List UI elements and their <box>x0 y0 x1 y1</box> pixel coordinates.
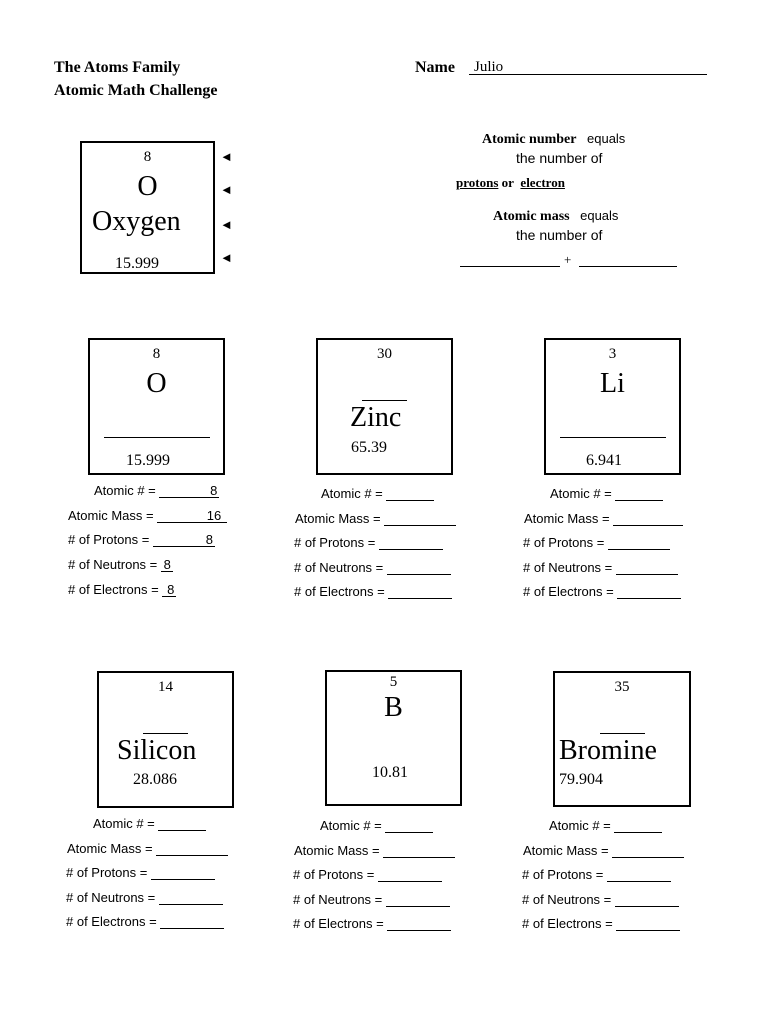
question-protons: # of Protons = 8 <box>68 532 213 547</box>
element-name: Zinc <box>350 402 402 433</box>
or-text: or <box>501 175 514 190</box>
atomic-mass-label: Atomic mass <box>493 209 570 224</box>
element-name: Bromine <box>559 735 657 766</box>
answer-field[interactable]: 16 <box>157 510 227 523</box>
answer-field[interactable] <box>160 916 224 929</box>
plus-sign: + <box>564 252 572 267</box>
atomic-mass: 79.904 <box>559 771 603 788</box>
element-name: Silicon <box>117 735 197 766</box>
atomic-number: 30 <box>377 346 392 362</box>
mass-blank-1[interactable] <box>460 266 560 267</box>
question-electrons: # of Electrons = <box>66 914 224 929</box>
answer-field[interactable] <box>612 845 684 858</box>
atomic-mass: 10.81 <box>372 764 408 781</box>
answer-field[interactable] <box>615 894 679 907</box>
question-protons: # of Protons = <box>523 535 670 550</box>
question-neutrons: # of Neutrons = <box>522 892 679 907</box>
answer-field[interactable] <box>379 537 443 550</box>
answer-field[interactable] <box>615 488 663 501</box>
name-field-line[interactable] <box>469 73 707 75</box>
question-atomic-number: Atomic # = <box>550 486 663 501</box>
answer-field[interactable] <box>607 869 671 882</box>
element-tile-zinc <box>316 338 453 475</box>
protons-answer: protons <box>456 175 499 190</box>
name-label: Name <box>415 59 455 76</box>
question-atomic-number: Atomic # = <box>549 818 662 833</box>
answer-field[interactable] <box>383 845 455 858</box>
answer-field[interactable] <box>151 867 215 880</box>
arrow-icon: ◄ <box>220 250 233 265</box>
arrow-icon: ◄ <box>220 149 233 164</box>
question-electrons: # of Electrons = <box>522 916 680 931</box>
atomic-number: 5 <box>389 674 398 690</box>
question-neutrons: # of Neutrons = <box>294 560 451 575</box>
protons-or-electron <box>456 175 565 191</box>
question-neutrons: # of Neutrons = <box>523 560 678 575</box>
answer-field[interactable]: 8 <box>162 584 176 597</box>
name-value[interactable]: Julio <box>474 59 504 75</box>
atomic-number: 14 <box>158 679 173 695</box>
question-electrons: # of Electrons = 8 <box>68 582 175 597</box>
answer-field[interactable] <box>387 918 451 931</box>
question-protons: # of Protons = <box>522 867 671 882</box>
question-neutrons: # of Neutrons = <box>66 890 223 905</box>
equals-text: equals <box>580 208 619 223</box>
example-atomic-number: 8 <box>143 149 152 165</box>
mass-blank-2[interactable] <box>579 266 677 267</box>
answer-field[interactable] <box>608 537 670 550</box>
question-atomic-number: Atomic # = <box>321 486 434 501</box>
name-blank[interactable] <box>104 436 210 438</box>
answer-field[interactable] <box>378 869 442 882</box>
question-electrons: # of Electrons = <box>294 584 452 599</box>
element-tile-bromine <box>553 671 691 807</box>
atomic-number: 8 <box>152 346 161 362</box>
answer-field[interactable] <box>384 513 456 526</box>
element-tile-lithium <box>544 338 681 475</box>
answer-field[interactable] <box>613 513 683 526</box>
element-tile-boron <box>325 670 462 806</box>
answer-field[interactable] <box>616 562 678 575</box>
example-element-tile <box>80 141 215 274</box>
atomic-number-label: Atomic number <box>482 132 577 147</box>
worksheet-title: The Atoms Family <box>54 59 181 76</box>
question-atomic-number: Atomic # = 8 <box>94 483 218 498</box>
atomic-number: 35 <box>614 679 630 695</box>
the-number-of-text: the number of <box>516 150 603 166</box>
atomic-mass: 65.39 <box>351 439 387 456</box>
atomic-mass-definition <box>493 208 618 225</box>
answer-field[interactable]: 8 <box>161 559 173 572</box>
element-symbol: B <box>384 692 403 723</box>
arrow-icon: ◄ <box>220 217 233 232</box>
worksheet-subtitle: Atomic Math Challenge <box>54 82 218 99</box>
answer-field[interactable] <box>614 820 662 833</box>
answer-field[interactable] <box>159 892 223 905</box>
arrow-icon: ◄ <box>220 182 233 197</box>
answer-field[interactable] <box>386 894 450 907</box>
the-number-of-text: the number of <box>516 227 603 243</box>
answer-field[interactable] <box>617 586 681 599</box>
answer-field[interactable] <box>616 918 680 931</box>
symbol-blank[interactable] <box>362 399 407 401</box>
example-atomic-mass: 15.999 <box>115 255 159 272</box>
element-symbol: Li <box>600 368 625 399</box>
question-atomic-number: Atomic # = <box>93 816 206 831</box>
question-atomic-mass: Atomic Mass = <box>67 841 228 856</box>
answer-field[interactable]: 8 <box>153 534 215 547</box>
answer-field[interactable] <box>385 820 433 833</box>
example-element-name: Oxygen <box>92 206 181 237</box>
element-tile-oxygen <box>88 338 225 475</box>
answer-field[interactable]: 8 <box>159 485 219 498</box>
question-protons: # of Protons = <box>66 865 215 880</box>
question-atomic-number: Atomic # = <box>320 818 433 833</box>
element-symbol: O <box>146 368 167 399</box>
atomic-number: 3 <box>608 346 617 362</box>
answer-field[interactable] <box>388 586 452 599</box>
question-neutrons: # of Neutrons = <box>293 892 450 907</box>
answer-field[interactable] <box>387 562 451 575</box>
question-electrons: # of Electrons = <box>293 916 451 931</box>
question-electrons: # of Electrons = <box>523 584 681 599</box>
atomic-mass: 15.999 <box>126 452 170 469</box>
question-atomic-mass: Atomic Mass = <box>523 843 684 858</box>
symbol-blank[interactable] <box>143 732 188 734</box>
electron-answer: electron <box>520 175 565 190</box>
question-protons: # of Protons = <box>294 535 443 550</box>
atomic-mass: 6.941 <box>586 452 622 469</box>
question-atomic-mass: Atomic Mass = <box>294 843 455 858</box>
question-atomic-mass: Atomic Mass = 16 <box>68 508 227 523</box>
atomic-number-definition <box>482 131 625 148</box>
equals-text: equals <box>587 131 626 146</box>
symbol-blank[interactable] <box>600 732 645 734</box>
question-atomic-mass: Atomic Mass = <box>295 511 456 526</box>
question-atomic-mass: Atomic Mass = <box>524 511 683 526</box>
answer-field[interactable] <box>156 843 228 856</box>
atomic-mass: 28.086 <box>133 771 177 788</box>
answer-field[interactable] <box>158 818 206 831</box>
answer-field[interactable] <box>386 488 434 501</box>
question-protons: # of Protons = <box>293 867 442 882</box>
example-symbol: O <box>137 171 158 202</box>
question-neutrons: # of Neutrons = 8 <box>68 557 171 572</box>
name-blank[interactable] <box>560 436 666 438</box>
element-tile-silicon <box>97 671 234 808</box>
